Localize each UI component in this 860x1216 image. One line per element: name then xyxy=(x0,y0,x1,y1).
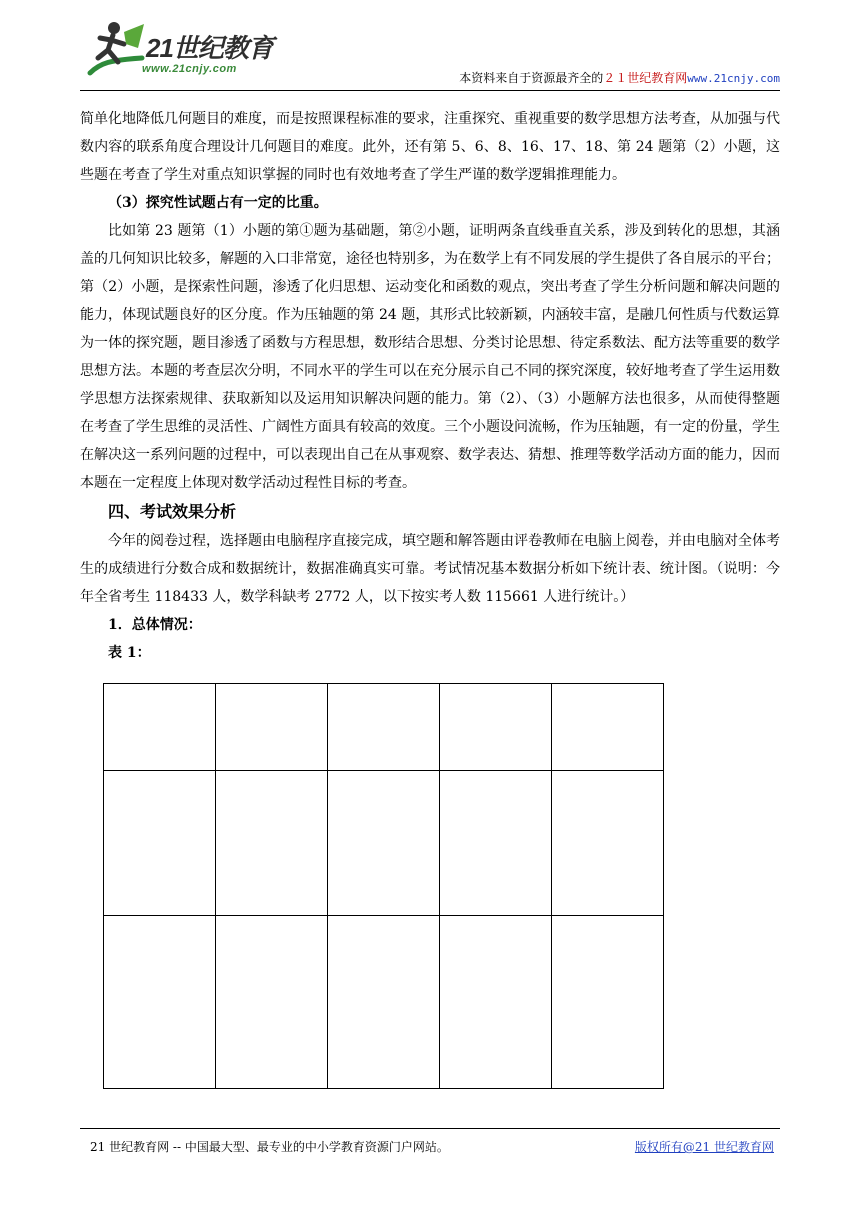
table-cell xyxy=(328,684,440,771)
header-note-url[interactable]: www.21cnjy.com xyxy=(687,72,780,85)
section-heading: 四、考试效果分析 xyxy=(108,502,237,521)
header-divider xyxy=(80,90,780,91)
runner-logo-icon xyxy=(80,18,150,80)
table-cell xyxy=(328,771,440,916)
paragraph-marking: 今年的阅卷过程，选择题由电脑程序直接完成，填空题和解答题由评卷教师在电脑上阅卷，并由电脑对全体考生的成绩进行分数合成和数据统计，数据准确真实可靠。考试情况基本数据分析如下统计表、统计图。（说明：今年全省考生 118433 人，数学科缺考 2772 人，以下按实考人数 115661 人进行统计。） xyxy=(80,533,780,605)
table-cell xyxy=(552,771,664,916)
footer-tagline: 21 世纪教育网 -- 中国最大型、最专业的中小学教育资源门户网站。 xyxy=(90,1140,449,1154)
table-row xyxy=(104,684,664,771)
header-note-prefix: 本资料来自于资源最齐全的 xyxy=(459,71,604,85)
item-heading: 1．总体情况： xyxy=(108,617,202,633)
sub-heading: （3）探究性试题占有一定的比重。 xyxy=(108,195,328,211)
header-source-note xyxy=(459,69,780,86)
page-header xyxy=(80,18,780,90)
site-logo[interactable] xyxy=(80,18,280,82)
table-cell xyxy=(216,771,328,916)
header-note-brand: ２１世纪教育网 xyxy=(603,71,688,85)
table-label: 表 1： xyxy=(108,645,151,661)
footer-divider xyxy=(80,1128,780,1129)
statistics-table xyxy=(103,683,664,1089)
table-row xyxy=(104,771,664,916)
document-body xyxy=(80,105,780,667)
table-cell xyxy=(104,771,216,916)
table-cell xyxy=(104,916,216,1089)
table-cell xyxy=(216,684,328,771)
table-cell xyxy=(328,916,440,1089)
table-row xyxy=(104,916,664,1089)
logo-wordmark: 21世纪教育 xyxy=(146,33,273,63)
logo-url: www.21cnjy.com xyxy=(142,63,237,75)
footer-copyright-link[interactable]: 版权所有@21 世纪教育网 xyxy=(634,1140,774,1154)
table-cell xyxy=(440,916,552,1089)
table-cell xyxy=(440,771,552,916)
table-cell xyxy=(552,684,664,771)
paragraph-inquiry: 比如第 23 题第（1）小题的第①题为基础题，第②小题，证明两条直线垂直关系，涉及到转化的思想，其涵盖的几何知识比较多，解题的入口非常宽，途径也特别多，为在数学上有不同发展的学生提供了各自展示的平台；第（2）小题，是探索性问题，渗透了化归思想、运动变化和函数的观点，突出考查了学生分析问题和解决问题的能力，体现试题良好的区分度。作为压轴题的第 24 题，其形式比较新颖，内涵较丰富，是融几何性质与代数运算为一体的探究题，题目渗透了函数与方程思想，数形结合思想、分类讨论思想、待定系数法、配方法等重要的数学思想方法。本题的考查层次分明，不同水平的学生可以在充分展示自己不同的探究深度，较好地考查了学生运用数学思想方法探索规律、获取新知以及运用知识解决问题的能力。第（2）、（3）小题解方法也很多，从而使得整题在考查了学生思维的灵活性、广阔性方面具有较高的效度。三个小题设问流畅，作为压轴题，有一定的份量，学生在解决这一系列问题的过程中，可以表现出自己在从事观察、数学表达、猜想、推理等数学活动方面的能力，因而本题在一定程度上体现对数学活动过程性目标的考查。 xyxy=(80,223,780,491)
table-cell xyxy=(440,684,552,771)
paragraph-continued: 简单化地降低几何题目的难度，而是按照课程标准的要求，注重探究、重视重要的数学思想方法考查，从加强与代数内容的联系角度合理设计几何题目的难度。此外，还有第 5、6、8、16、17、18、第 24 题第（2）小题，这些题在考查了学生对重点知识掌握的同时也有效地考查了学生严谨的数学逻辑推理能力。 xyxy=(80,111,780,183)
table-cell xyxy=(216,916,328,1089)
table-cell xyxy=(104,684,216,771)
table-cell xyxy=(552,916,664,1089)
